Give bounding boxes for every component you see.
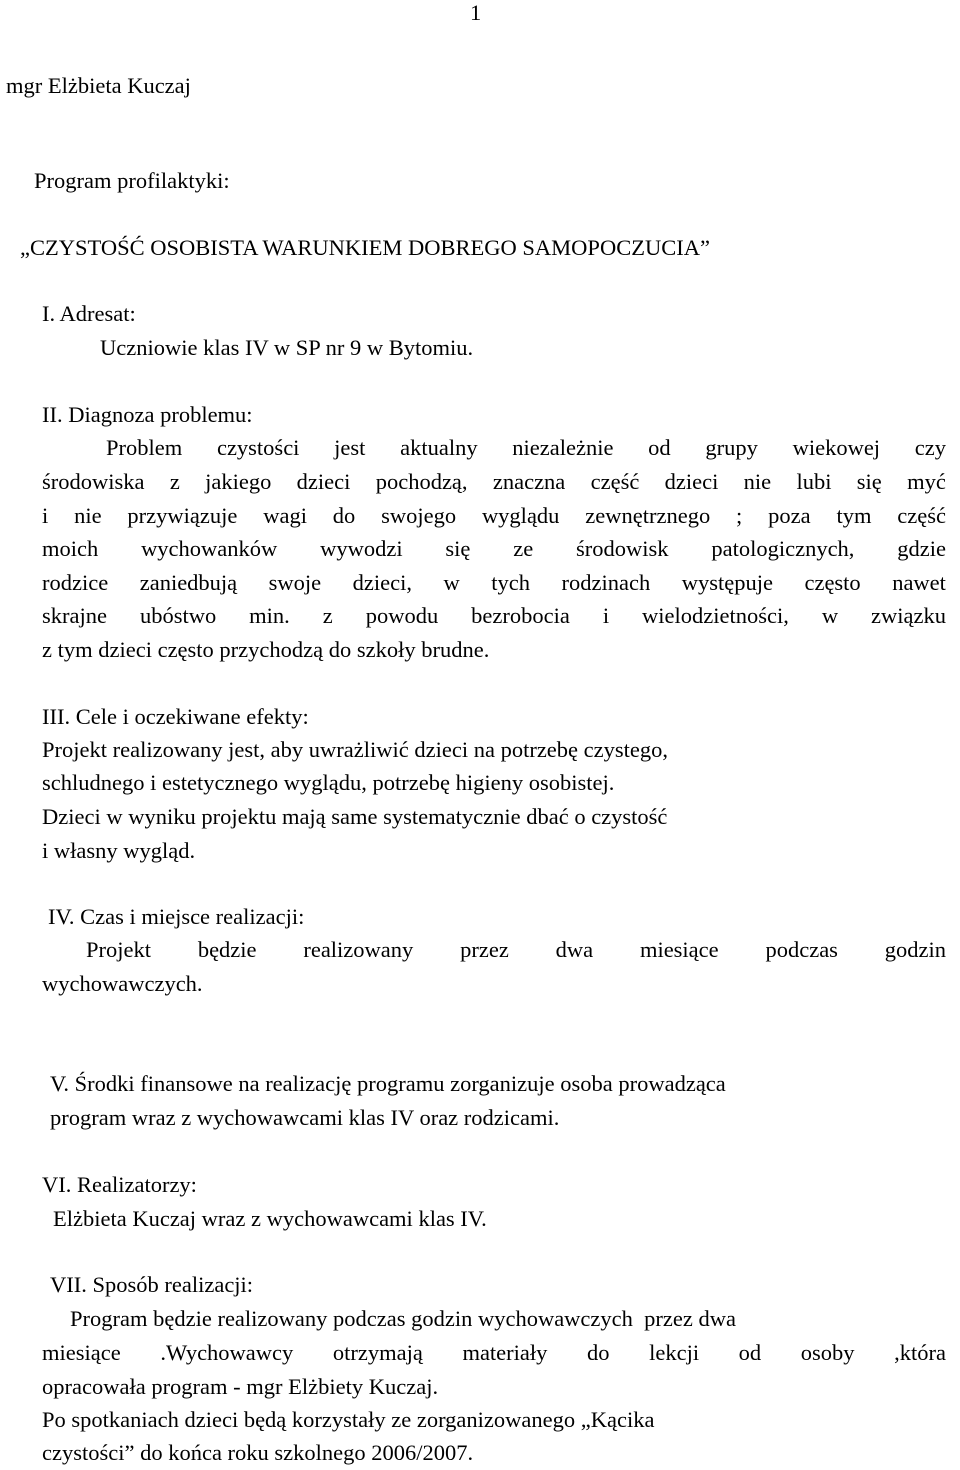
word: pochodzą, [375,469,468,494]
word: miesiące [639,937,719,962]
word: gdzie [897,536,946,561]
word: myć [907,469,946,494]
section-5-line: program wraz z wychowawcami klas IV oraz rodzicami. [50,1105,560,1130]
section-4-heading: IV. Czas i miejsce realizacji: [48,904,305,929]
word: od [648,435,671,460]
word: znaczna [492,469,566,494]
word: z [169,469,180,494]
word: moich [42,536,99,561]
word: wychowanków [141,536,278,561]
word: .Wychowawcy [160,1340,294,1365]
word: grupy [705,435,758,460]
word: część [590,469,640,494]
section-2-line [42,605,946,628]
word: patologicznych, [711,536,855,561]
word: ,która [894,1340,946,1365]
word: środowisk [576,536,669,561]
word: jakiego [205,469,272,494]
word: przywiązuje [127,503,238,528]
word: osoby [800,1340,855,1365]
word: do [587,1340,610,1365]
section-2-heading: II. Diagnoza problemu: [42,402,253,427]
word: tych [491,570,531,595]
word: wyglądu [481,503,560,528]
section-7-line: Program będzie realizowany podczas godzin wychowawczych przez dwa [70,1306,736,1331]
word: dzieci [664,469,719,494]
section-3-heading: III. Cele i oczekiwane efekty: [42,704,309,729]
word: czy [914,435,946,460]
word: nie [743,469,772,494]
word: dzieci [296,469,351,494]
section-3-line: schludnego i estetycznego wyglądu, potrzebę higieny osobistej. [42,770,615,795]
word: Projekt [86,937,151,962]
word: wielodzietności, [642,603,789,628]
word: lubi [796,469,832,494]
word: z [322,603,333,628]
word: od [738,1340,762,1365]
word: rodzice [42,570,109,595]
word: powodu [365,603,439,628]
section-4-line [86,939,946,962]
word: związku [871,603,946,628]
section-2-line: z tym dzieci często przychodzą do szkoły brudne. [42,637,490,662]
word: swoje [268,570,322,595]
word: się [856,469,882,494]
word: rodzinach [561,570,651,595]
word: nawet [892,570,946,595]
word: tym [836,503,872,528]
program-label: Program profilaktyki: [34,168,230,193]
word: godzin [884,937,946,962]
word: ze [513,536,534,561]
word: min. [249,603,290,628]
section-7-line [42,1342,946,1365]
word: i [42,503,49,528]
section-3-line: i własny wygląd. [42,838,196,863]
word: aktualny [400,435,478,460]
word: materiały [462,1340,548,1365]
section-2-line [42,538,946,561]
word: się [445,536,471,561]
word: w [443,570,460,595]
section-6-line: Elżbieta Kuczaj wraz z wychowawcami klas IV. [53,1206,487,1231]
word: wiekowej [792,435,881,460]
section-2-line [106,437,946,460]
word: ; [736,503,743,528]
author: mgr Elżbieta Kuczaj [6,73,191,98]
section-2-line [42,505,946,528]
section-1-line: Uczniowie klas IV w SP nr 9 w Bytomiu. [100,335,474,360]
word: niezależnie [512,435,614,460]
word: nie [74,503,102,528]
word: często [804,570,861,595]
word: ubóstwo [139,603,217,628]
section-3-line: Dzieci w wyniku projektu mają same systematycznie dbać o czystość [42,804,668,829]
page-number: 1 [470,0,482,25]
section-4-line: wychowawczych. [42,971,203,996]
word: czystości [216,435,300,460]
document-title: „CZYSTOŚĆ OSOBISTA WARUNKIEM DOBREGO SAMOPOCZUCIA” [20,235,710,260]
section-5-line: V. Środki finansowe na realizację programu zorganizuje osoba prowadząca [50,1071,726,1096]
word: wywodzi [320,536,403,561]
word: dzieci, [352,570,413,595]
word: podczas [765,937,838,962]
word: skrajne [42,603,107,628]
word: poza [768,503,811,528]
word: realizowany [303,937,414,962]
section-3-line: Projekt realizowany jest, aby uwrażliwić dzieci na potrzebę czystego, [42,737,668,762]
word: zaniedbują [139,570,238,595]
word: miesiące [42,1340,121,1365]
section-7-line: Po spotkaniach dzieci będą korzystały ze zorganizowanego „Kącika [42,1407,655,1432]
word: do [332,503,356,528]
word: swojego [381,503,457,528]
word: część [897,503,946,528]
word: będzie [197,937,257,962]
section-1-heading: I. Adresat: [42,301,136,326]
section-7-heading: VII. Sposób realizacji: [50,1272,254,1297]
section-7-line: opracowała program - mgr Elżbiety Kuczaj. [42,1374,439,1399]
word: lekcji [649,1340,700,1365]
word: wagi [263,503,307,528]
word: dwa [555,937,594,962]
word: bezrobocia [471,603,570,628]
word: przez [460,937,509,962]
word: jest [334,435,366,460]
section-2-line [42,572,946,595]
word: Problem [106,435,183,460]
section-2-line [42,471,946,494]
section-6-heading: VI. Realizatorzy: [42,1172,197,1197]
word: zewnętrznego [585,503,711,528]
word: w [821,603,839,628]
section-7-line: czystości” do końca roku szkolnego 2006/2007. [42,1440,474,1465]
word: środowiska [42,469,145,494]
word: i [602,603,610,628]
word: występuje [681,570,773,595]
word: otrzymają [332,1340,423,1365]
